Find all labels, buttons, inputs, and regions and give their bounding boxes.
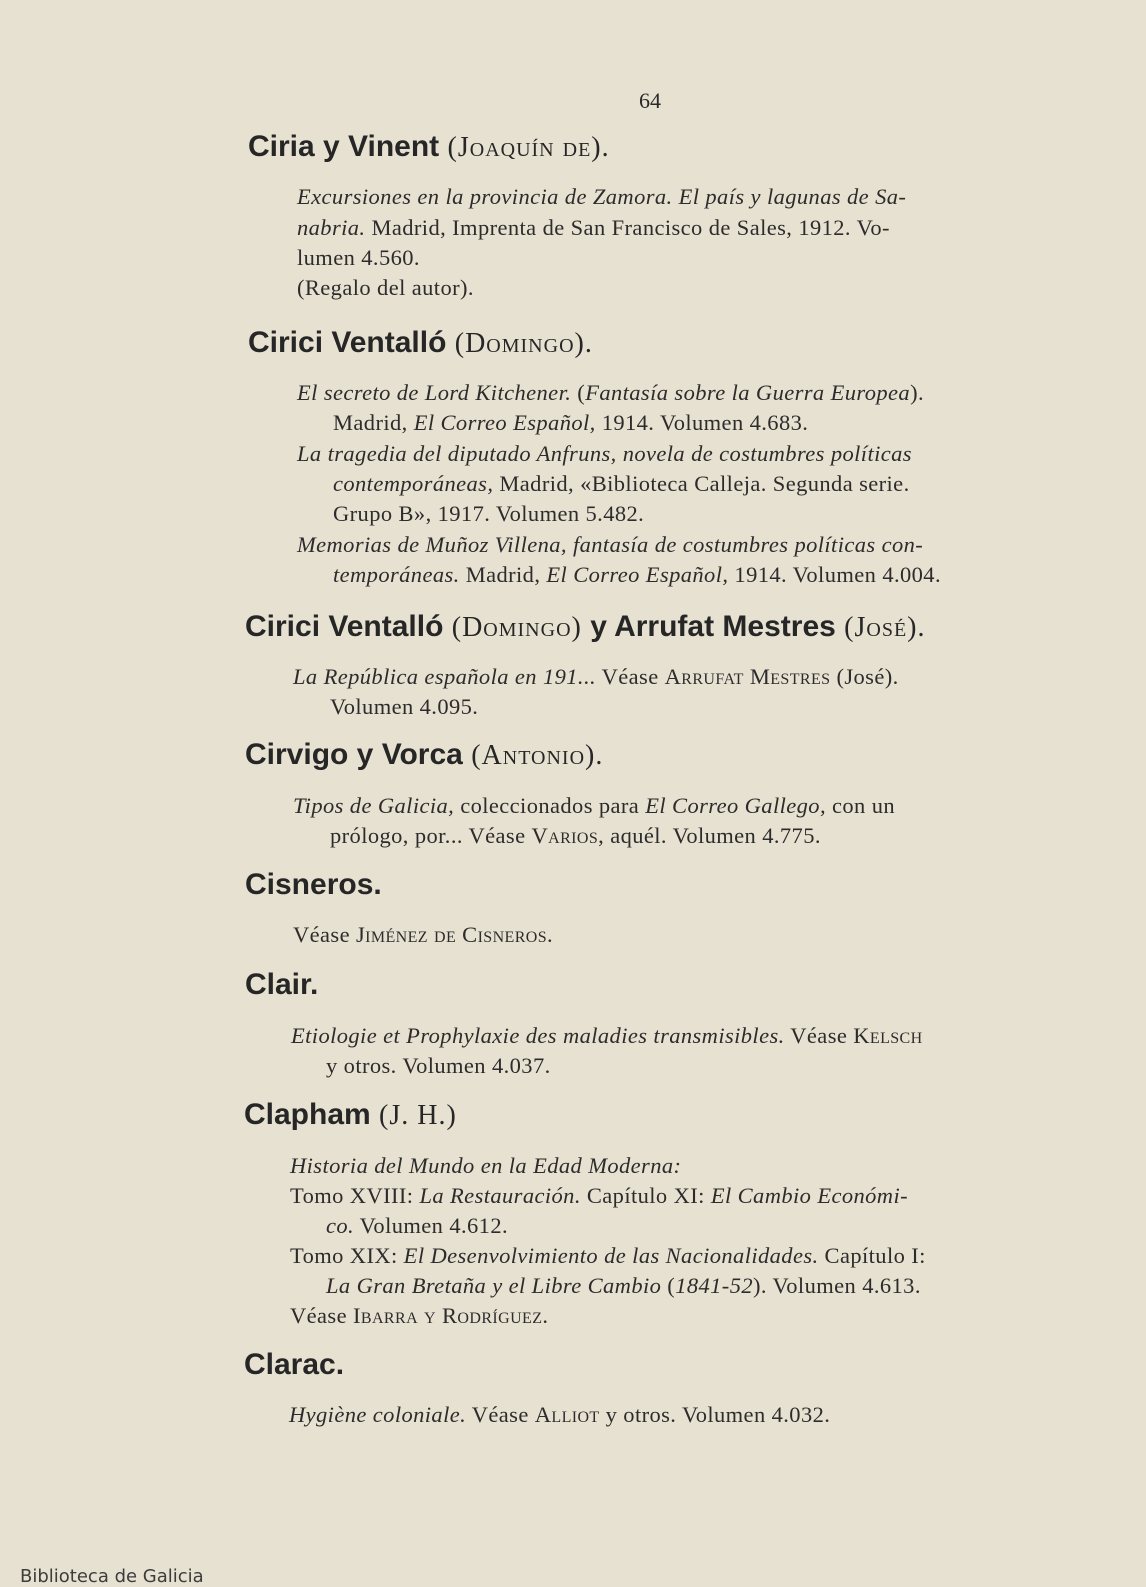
page-number: 64: [639, 88, 661, 113]
author-name: Clarac.: [244, 1348, 345, 1381]
entry-heading: [245, 968, 318, 1002]
author-forename: (Antonio).: [471, 740, 604, 771]
entry-line: Tipos de Galicia, coleccionados para El Correo Gallego, con un: [293, 793, 896, 818]
entry-line: Excursiones en la provincia de Zamora. El país y lagunas de Sa-: [297, 184, 907, 209]
entry-line: La República española en 191... Véase Arrufat Mestres (José).: [293, 664, 899, 689]
author-name: Ciria y Vinent: [248, 130, 440, 163]
entry-line: y otros. Volumen 4.037.: [326, 1053, 551, 1078]
entry-line: Historia del Mundo en la Edad Moderna:: [290, 1153, 682, 1178]
author-name: Cirici Ventalló: [248, 326, 447, 359]
entry-line: Madrid, El Correo Español, 1914. Volumen 4.683.: [333, 410, 809, 435]
entry-line: contemporáneas, Madrid, «Biblioteca Calleja. Segunda serie.: [333, 471, 910, 496]
entry-heading: [244, 1098, 457, 1132]
entry-line: Tomo XVIII: La Restauración. Capítulo XI: El Cambio Económi-: [290, 1183, 909, 1208]
author-name: Clapham: [244, 1098, 371, 1131]
entry-heading: [245, 868, 382, 902]
entry-heading: [248, 130, 610, 164]
entry-line: co. Volumen 4.612.: [326, 1213, 508, 1238]
entry-line: Véase Ibarra y Rodríguez.: [290, 1303, 549, 1328]
entry-line: Memorias de Muñoz Villena, fantasía de costumbres políticas con-: [297, 532, 924, 557]
entry-line: Etiologie et Prophylaxie des maladies transmisibles. Véase Kelsch: [291, 1023, 923, 1048]
entry-line: Volumen 4.095.: [330, 694, 479, 719]
author-name: Cisneros.: [245, 868, 382, 901]
entry-line: temporáneas. Madrid, El Correo Español, 1914. Volumen 4.004.: [333, 562, 941, 587]
coauthor-name: y Arrufat Mestres: [590, 610, 836, 643]
entry-heading: [245, 738, 603, 772]
entry-line: Tomo XIX: El Desenvolvimiento de las Nacionalidades. Capítulo I:: [290, 1243, 926, 1268]
author-forename: (Domingo): [451, 612, 582, 643]
entry-line: (Regalo del autor).: [297, 275, 474, 300]
entry-line: nabria. Madrid, Imprenta de San Francisco de Sales, 1912. Vo-: [297, 215, 890, 240]
coauthor-forename: (José).: [844, 612, 926, 643]
entry-line: La tragedia del diputado Anfruns, novela de costumbres políticas: [297, 441, 912, 466]
entry-heading: [245, 610, 926, 644]
entry-heading: [244, 1348, 344, 1382]
entry-heading: [248, 326, 593, 360]
author-name: Cirvigo y Vorca: [245, 738, 463, 771]
entry-line: lumen 4.560.: [297, 245, 420, 270]
entry-line: El secreto de Lord Kitchener. (Fantasía sobre la Guerra Europea).: [297, 380, 924, 405]
entry-line: Grupo B», 1917. Volumen 5.482.: [333, 501, 645, 526]
author-name: Cirici Ventalló: [245, 610, 444, 643]
author-name: Clair.: [245, 968, 319, 1001]
author-forename: (Joaquín de).: [447, 132, 610, 163]
entry-line: prólogo, por... Véase Varios, aquél. Volumen 4.775.: [330, 823, 821, 848]
library-watermark: Biblioteca de Galicia: [20, 1566, 204, 1587]
entry-line: Hygiène coloniale. Véase Alliot y otros. Volumen 4.032.: [289, 1402, 831, 1427]
author-forename: (Domingo).: [454, 328, 593, 359]
entry-line: Véase Jiménez de Cisneros.: [293, 922, 554, 947]
entry-line: La Gran Bretaña y el Libre Cambio (1841-52). Volumen 4.613.: [326, 1273, 921, 1298]
author-forename: (J. H.): [379, 1100, 457, 1131]
